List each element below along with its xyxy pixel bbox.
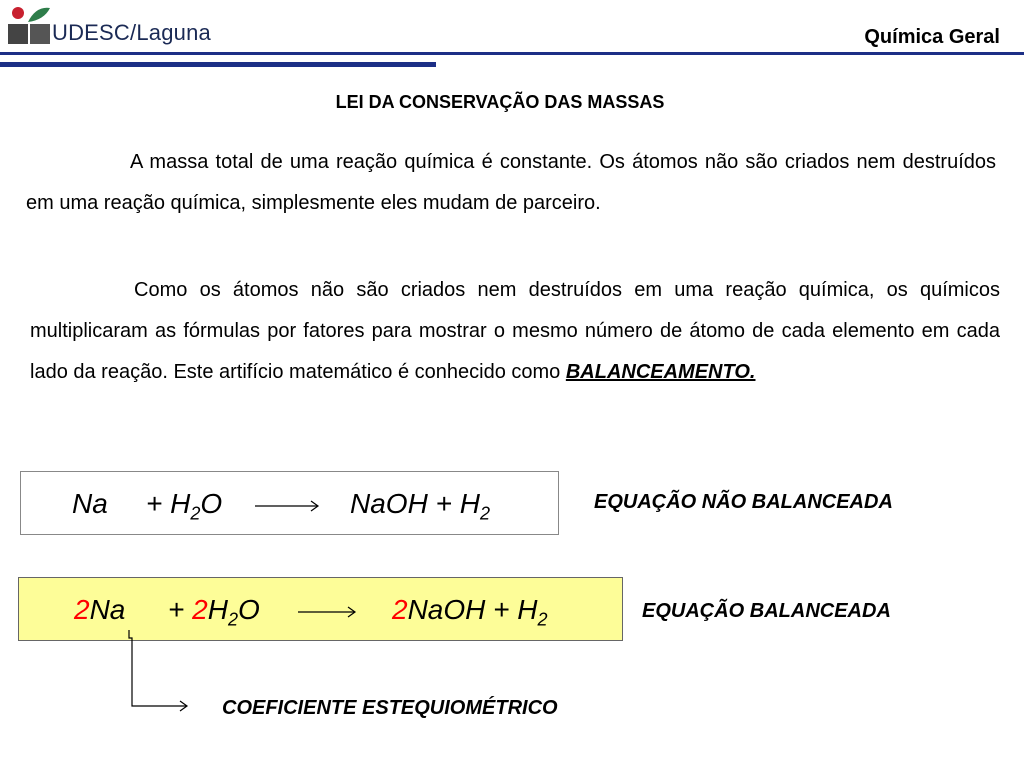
header-rule-bottom xyxy=(0,62,436,67)
paragraph-balancing xyxy=(30,270,1000,393)
unbalanced-reactant-water: + $H_2O$ xyxy=(146,488,223,524)
unbalanced-equation-label: EQUAÇÃO NÃO BALANCEADA xyxy=(594,491,893,513)
unbalanced-reactant-na: Na xyxy=(72,488,108,519)
paragraph-balancing-text: Como os átomos não são criados nem destruídos em uma reação química, os químicos multiplicaram as fórmulas por fatores para mostrar o mesmo número de átomo de cada elemento em cada lado da reação. Este artifício matemático é conhecido como xyxy=(30,279,1000,383)
slide-title: LEI DA CONSERVAÇÃO DAS MASSAS xyxy=(335,92,665,112)
balanced-products: 2NaOH + $H_2$ xyxy=(392,594,548,630)
balanced-reaction-arrow-icon xyxy=(298,606,358,618)
unbalanced-products: NaOH + $H_2$ xyxy=(350,488,490,524)
paragraph-mass-conservation: A massa total de uma reação química é constante. Os átomos não são criados nem destruídos em uma reação química, simplesmente eles mudam de parceiro. xyxy=(26,151,996,214)
coefficient-na: 2 xyxy=(74,594,90,625)
balanced-reactant-water: + $2H_2O$ xyxy=(168,594,260,630)
institution-name: UDESC/Laguna xyxy=(52,20,211,45)
balanceamento-emphasis: BALANCEAMENTO. xyxy=(565,361,756,383)
coefficient-water: 2 xyxy=(192,594,208,625)
balanced-equation-label: EQUAÇÃO BALANCEADA xyxy=(642,600,891,622)
stoichiometric-coefficient-label: COEFICIENTE ESTEQUIOMÉTRICO xyxy=(222,697,558,719)
balanced-reactant-na: 2Na xyxy=(74,594,126,625)
unbalanced-reaction-arrow-icon xyxy=(255,500,321,512)
coefficient-connector-arrow-icon xyxy=(128,630,192,714)
coefficient-naoh: 2 xyxy=(392,594,408,625)
course-title: Química Geral xyxy=(864,26,1000,48)
udesc-logo-icon xyxy=(6,4,52,46)
header-rule-top xyxy=(0,52,1024,55)
